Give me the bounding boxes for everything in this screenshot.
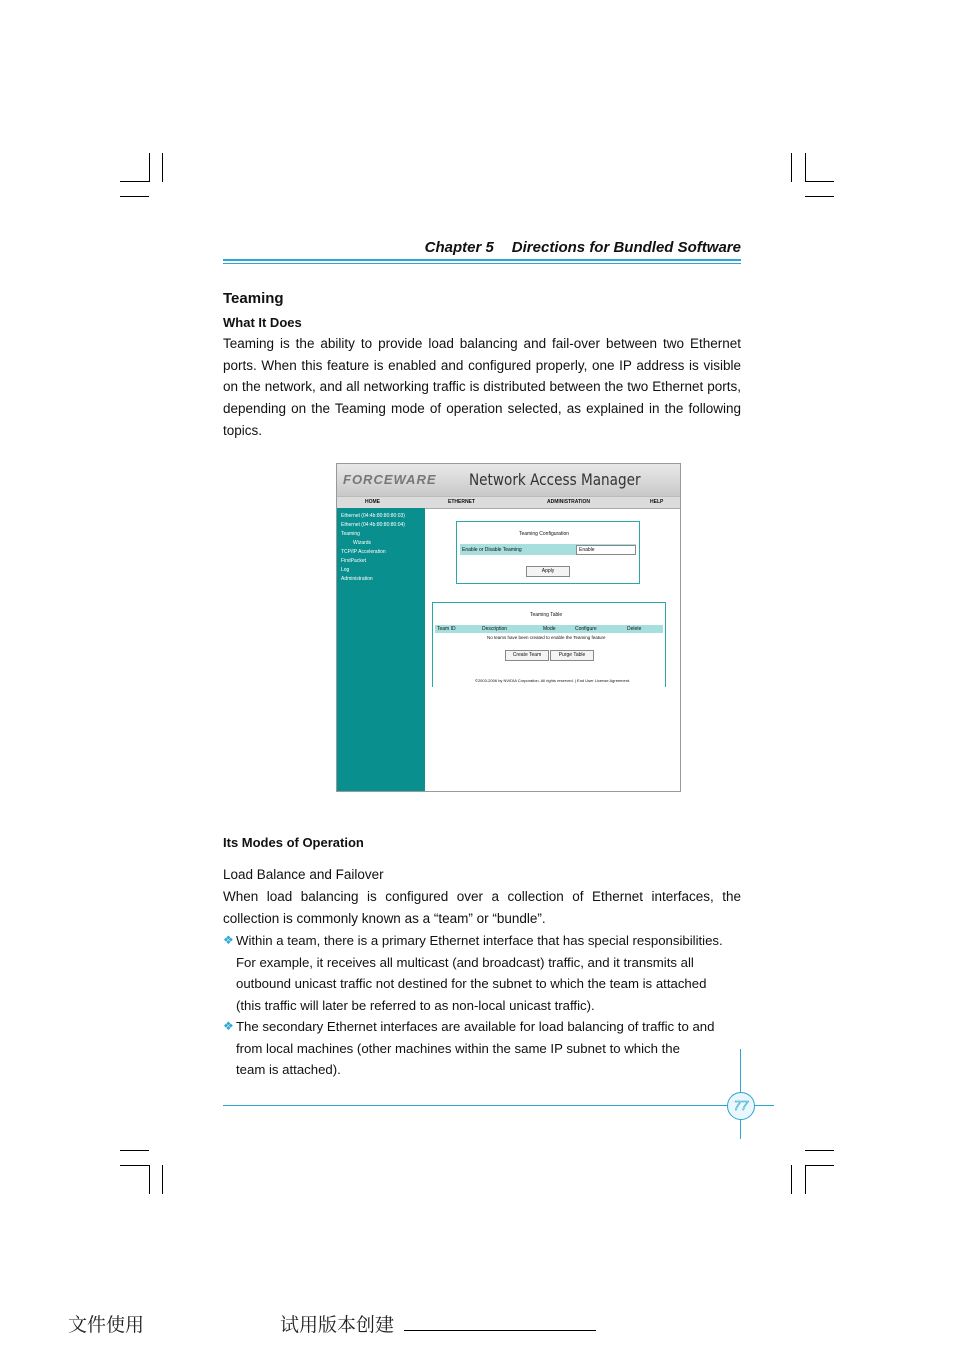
modes-title: Its Modes of Operation bbox=[223, 835, 364, 850]
crop-mark bbox=[149, 1165, 150, 1194]
watermark-right: 试用版本创建 bbox=[280, 1314, 395, 1336]
intro-paragraph: Teaming is the ability to provide load balancing and fail-over between two Ethernet ports. When this feature is enabled and configured properly, one IP address is visible on the network, and all networking traffic is distributed between the two Ethernet ports, depending on the Teaming mode of operation selected, as explained in the following topics. bbox=[223, 336, 741, 438]
chapter-label: Chapter 5 bbox=[424, 239, 494, 256]
header-rule-thin bbox=[223, 263, 741, 264]
running-header bbox=[223, 239, 741, 256]
create-team-button[interactable]: Create Team bbox=[505, 650, 549, 661]
sidebar-item-log[interactable]: Log bbox=[341, 567, 350, 573]
app-sidebar bbox=[337, 508, 425, 791]
table-title: Teaming Table bbox=[530, 612, 563, 618]
crop-mark bbox=[805, 196, 834, 197]
crop-mark bbox=[791, 153, 792, 182]
sidebar-item-ethernet-2[interactable]: Ethernet (04:4b:80:80:80:04) bbox=[341, 522, 405, 528]
copyright-text: ©2003-2006 by NVIDIA Corporation. All rights reserved. | End User License Agreement. bbox=[475, 678, 631, 683]
crop-mark bbox=[162, 1165, 163, 1194]
chapter-title: Directions for Bundled Software bbox=[511, 239, 741, 256]
sidebar-item-firstpacket[interactable]: FirstPacket bbox=[341, 558, 367, 564]
bullet-line: (this traffic will later be referred to as non-local unicast traffic). bbox=[236, 997, 595, 1013]
crop-mark bbox=[120, 196, 149, 197]
teaming-select-value: Enable bbox=[579, 547, 595, 553]
col-delete: Delete bbox=[627, 626, 642, 632]
col-team-id: Team ID bbox=[437, 626, 456, 632]
bullet-diamond-icon: ❖ bbox=[223, 933, 234, 947]
section-subtitle: What It Does bbox=[223, 315, 302, 330]
sidebar-item-wizards[interactable]: Wizards bbox=[353, 540, 372, 546]
app-title: Network Access Manager bbox=[469, 470, 641, 489]
network-access-manager-screenshot bbox=[336, 463, 681, 792]
nav-home[interactable]: HOME bbox=[365, 499, 380, 505]
crop-mark bbox=[162, 153, 163, 182]
modes-paragraph: When load balancing is configured over a collection of Ethernet interfaces, the collection is commonly known as a “team” or “bundle”. bbox=[223, 889, 741, 926]
crop-mark bbox=[120, 181, 149, 182]
table-empty-message: No teams have been created to enable the Teaming feature bbox=[487, 635, 606, 640]
bullet-diamond-icon: ❖ bbox=[223, 1019, 234, 1033]
bullet-line: from local machines (other machines within the same IP subnet to which the bbox=[236, 1040, 680, 1056]
config-label: Enable or Disable Teaming bbox=[462, 547, 522, 553]
col-configure: Configure bbox=[575, 626, 597, 632]
crop-mark bbox=[149, 153, 150, 182]
crop-mark bbox=[120, 1150, 149, 1151]
crop-mark bbox=[805, 181, 834, 182]
watermark-left: 文件使用 bbox=[68, 1314, 145, 1336]
bullet-line: team is attached). bbox=[236, 1062, 341, 1077]
page-number: 77 bbox=[727, 1092, 755, 1120]
forceware-logo: FORCEWARE bbox=[343, 472, 437, 487]
crop-mark bbox=[805, 1165, 834, 1166]
bullet-line: outbound unicast traffic not destined for the subnet to which the team is attached bbox=[236, 976, 707, 991]
section-title: Teaming bbox=[223, 290, 284, 307]
nav-administration[interactable]: ADMINISTRATION bbox=[547, 499, 590, 505]
apply-button[interactable]: Apply bbox=[526, 566, 570, 577]
crop-mark bbox=[791, 1165, 792, 1194]
watermark-underline bbox=[404, 1330, 596, 1331]
bullet-line: Within a team, there is a primary Ethernet interface that has special responsibilities. bbox=[236, 933, 723, 948]
teaming-config-panel bbox=[456, 521, 640, 584]
crop-mark bbox=[120, 1165, 149, 1166]
sidebar-item-ethernet-1[interactable]: Ethernet (04:4b:80:80:80:03) bbox=[341, 513, 405, 519]
app-titlebar bbox=[337, 464, 680, 496]
sidebar-item-tcpip[interactable]: TCP/IP Acceleration bbox=[341, 549, 386, 555]
crop-mark bbox=[805, 1165, 806, 1194]
teaming-table-panel bbox=[432, 602, 666, 687]
col-description: Description bbox=[482, 626, 508, 632]
bullet-line: The secondary Ethernet interfaces are available for load balancing of traffic to and bbox=[236, 1019, 715, 1034]
teaming-select[interactable] bbox=[576, 545, 636, 555]
crop-mark bbox=[805, 153, 806, 182]
nav-ethernet[interactable]: ETHERNET bbox=[448, 499, 475, 505]
sidebar-item-teaming[interactable]: Teaming bbox=[341, 531, 360, 537]
modes-subtitle: Load Balance and Failover bbox=[223, 867, 384, 882]
col-mode: Mode bbox=[543, 626, 556, 632]
header-rule bbox=[223, 259, 741, 261]
config-title: Teaming Configuration bbox=[519, 531, 570, 537]
crop-mark bbox=[805, 1150, 834, 1151]
nav-help[interactable]: HELP bbox=[650, 499, 664, 505]
footer-rule bbox=[223, 1105, 774, 1106]
sidebar-item-administration[interactable]: Administration bbox=[341, 576, 373, 582]
bullet-line: For example, it receives all multicast (and broadcast) traffic, and it transmits all bbox=[236, 954, 694, 970]
purge-table-button[interactable]: Purge Table bbox=[550, 650, 594, 661]
